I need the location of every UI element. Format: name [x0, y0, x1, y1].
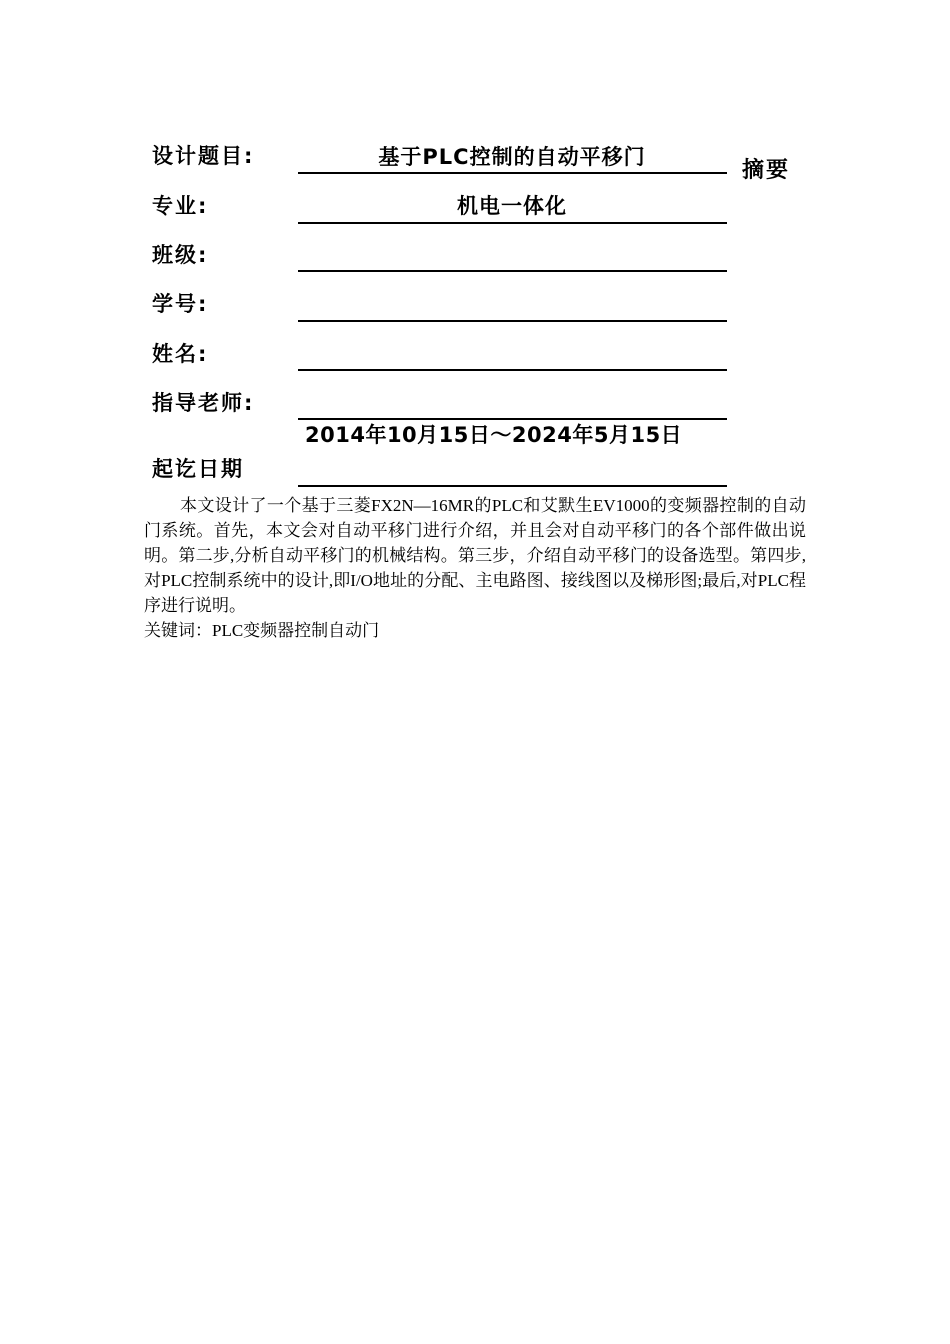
name-underline: [298, 369, 727, 371]
period-value: 2014年10月15日～2024年5月15日: [305, 423, 683, 447]
design-title-label: 设计题目:: [152, 144, 255, 168]
major-value: 机电一体化: [457, 194, 567, 218]
student-id-label: 学号:: [152, 292, 209, 316]
advisor-label: 指导老师:: [152, 391, 255, 415]
keywords: 关键词：PLC变频器控制自动门: [144, 621, 380, 640]
design-title-underline: [298, 172, 727, 174]
abstract-body: 本文设计了一个基于三菱FX2N—16MR的PLC和艾默生EV1000的变频器控制的自动门系统。首先，本文会对自动平移门进行介绍，并且会对自动平移门的各个部件做出说明。第二步,分析自动平移门的机械结构。第三步，介绍自动平移门的设备选型。第四步,对PLC控制系统中的设计,即I/O地址的分配、主电路图、接线图以及梯形图;最后,对PLC程序进行说明。: [144, 496, 806, 615]
period-underline: [298, 485, 727, 487]
name-label: 姓名:: [152, 342, 209, 366]
major-label: 专业:: [152, 194, 209, 218]
class-label: 班级:: [152, 243, 209, 267]
period-label: 起讫日期: [152, 457, 244, 481]
class-underline: [298, 270, 727, 272]
design-title-value: 基于PLC控制的自动平移门: [378, 145, 646, 169]
student-id-underline: [298, 320, 727, 322]
abstract-heading: 摘要: [742, 158, 791, 183]
major-underline: [298, 222, 727, 224]
